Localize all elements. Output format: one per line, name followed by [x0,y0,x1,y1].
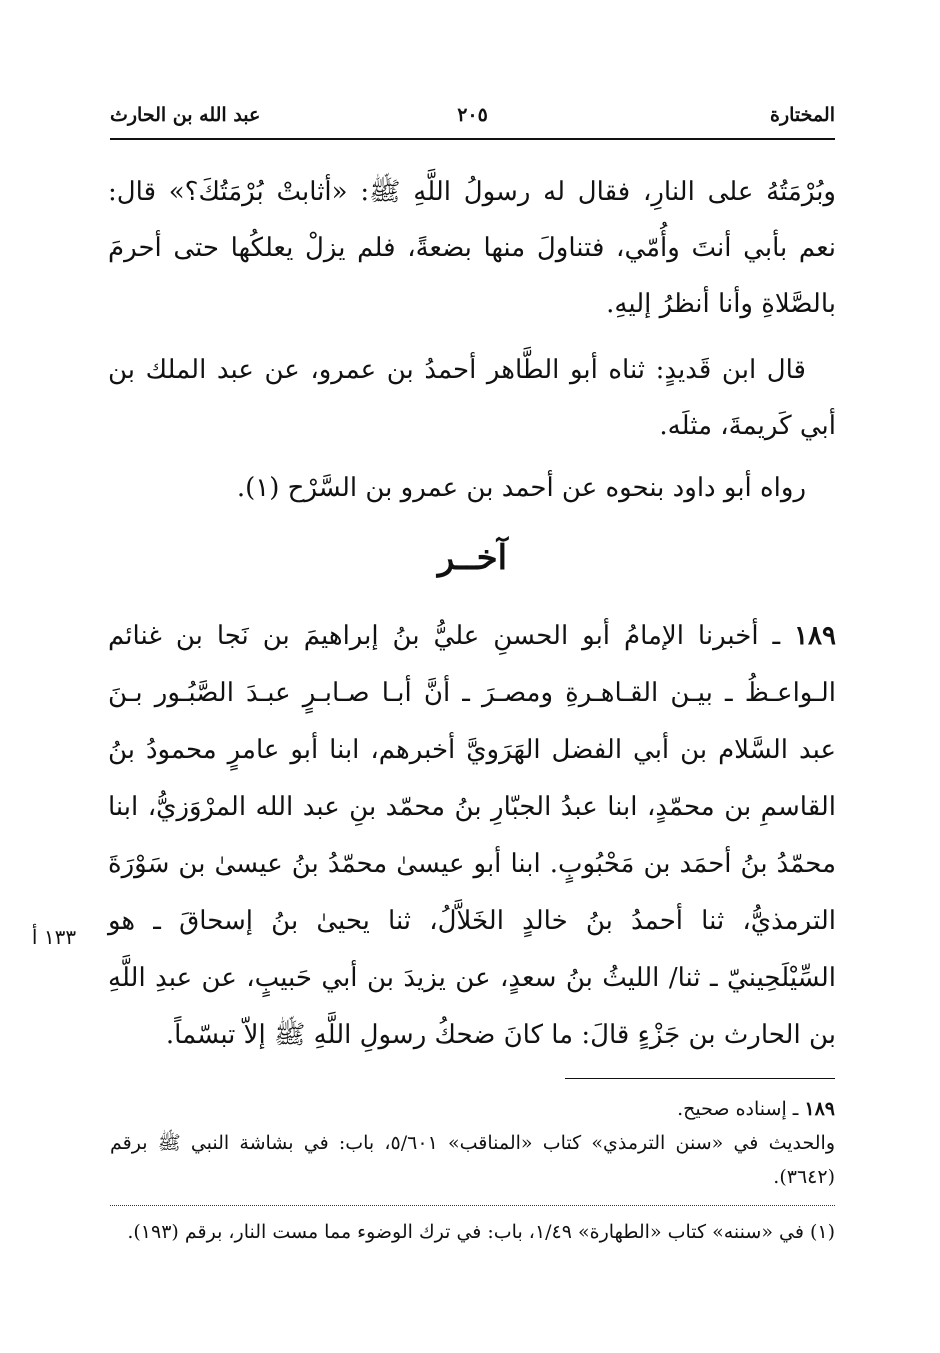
footnote-separator [565,1078,835,1079]
running-header [110,100,835,132]
section-heading: آخــر [437,538,508,578]
footnote-line: والحديث في «سنن الترمذي» كتاب «المناقب» ٥/٦٠١، باب: في بشاشة النبي ﷺ برقم (٣٦٤٢). [110,1132,835,1188]
footnote-1: (١) في «سننه» كتاب «الطهارة» ١/٤٩، باب: في ترك الوضوء مما مست النار، برقم (١٩٣). [127,1221,835,1243]
footnote-line [110,1092,835,1126]
page-number: ٢٠٥ [457,104,488,126]
footnote-text: ـ إسناده صحيح. [677,1098,799,1120]
footnote-hadith-189 [110,1092,835,1194]
paragraph-hadith-189 [108,608,836,1064]
header-rule [110,138,835,140]
footnote-dotted-separator [110,1205,835,1206]
hadith-text: ـ أخبرنا الإمامُ أبو الحسنِ عليُّ بنُ إبراهيمَ بن نَجا بن غنائم الـواعـظُ ـ بيـن القـاهـرةِ ومصـرَ ـ أنَّ أبـا صـابـرٍ عبـدَ الصَّبُـور بـنَ عبد السَّلام بن أبي الفضل الهَرَويَّ أخبرهم، ابنا أبو عامرٍ محمودُ بنُ القاسمِ بن محمّدٍ، ابنا عبدُ الجبّارِ بنُ محمّد بنِ عبد الله المرْوَزيُّ، ابنا محمّدُ بنُ أحمَد بن مَحْبُوبٍ. ابنا أبو عيسىٰ محمّدُ بنُ عيسىٰ بن سَوْرَةَ الترمذيُّ، ثنا أحمدُ بنُ خالدٍ الخَلاَّلُ، ثنا يحيىٰ بنُ إسحاقَ ـ هو السِّيْلَحِينيّ ـ ثنا/ الليثُ بنُ سعدٍ، عن يزيدَ بن أبي حَبيبٍ، عن عبدِ اللَّهِ بن الحارث بن جَزْءٍ قالَ: ما كانَ ضحكُ رسولِ اللَّهِ ﷺ إلاّ تبسّماً. [108,621,836,1050]
footnote-number: ١٨٩ [804,1098,835,1120]
manuscript-folio-marker: ١٣٣ أ [31,925,77,949]
paragraph-hadith-ending: وبُرْمَتُهُ على النارِ، فقال له رسولُ اللَّهِ ﷺ: «أثابتْ بُرْمَتُكَ؟» قال: نعم بأبي أنتَ وأُمّي، فتناولَ منها بضعةً، فلم يزلْ يعلكُها حتى أحرمَ بالصَّلاةِ وأنا أنظرُ إليهِ. [108,177,836,319]
paragraph-attribution: رواه أبو داود بنحوه عن أحمد بن عمرو بن السَّرْح (١). [236,473,806,503]
header-chapter-title: عبد الله بن الحارث [110,104,261,126]
paragraph-isnad-note: قال ابن قَديدٍ: ثناه أبو الطَّاهر أحمدُ بن عمرو، عن عبد الملك بن أبي كَريمةَ، مثلَه. [108,355,836,441]
header-book-title: المختارة [770,104,835,126]
hadith-number: ١٨٩ [794,621,836,651]
